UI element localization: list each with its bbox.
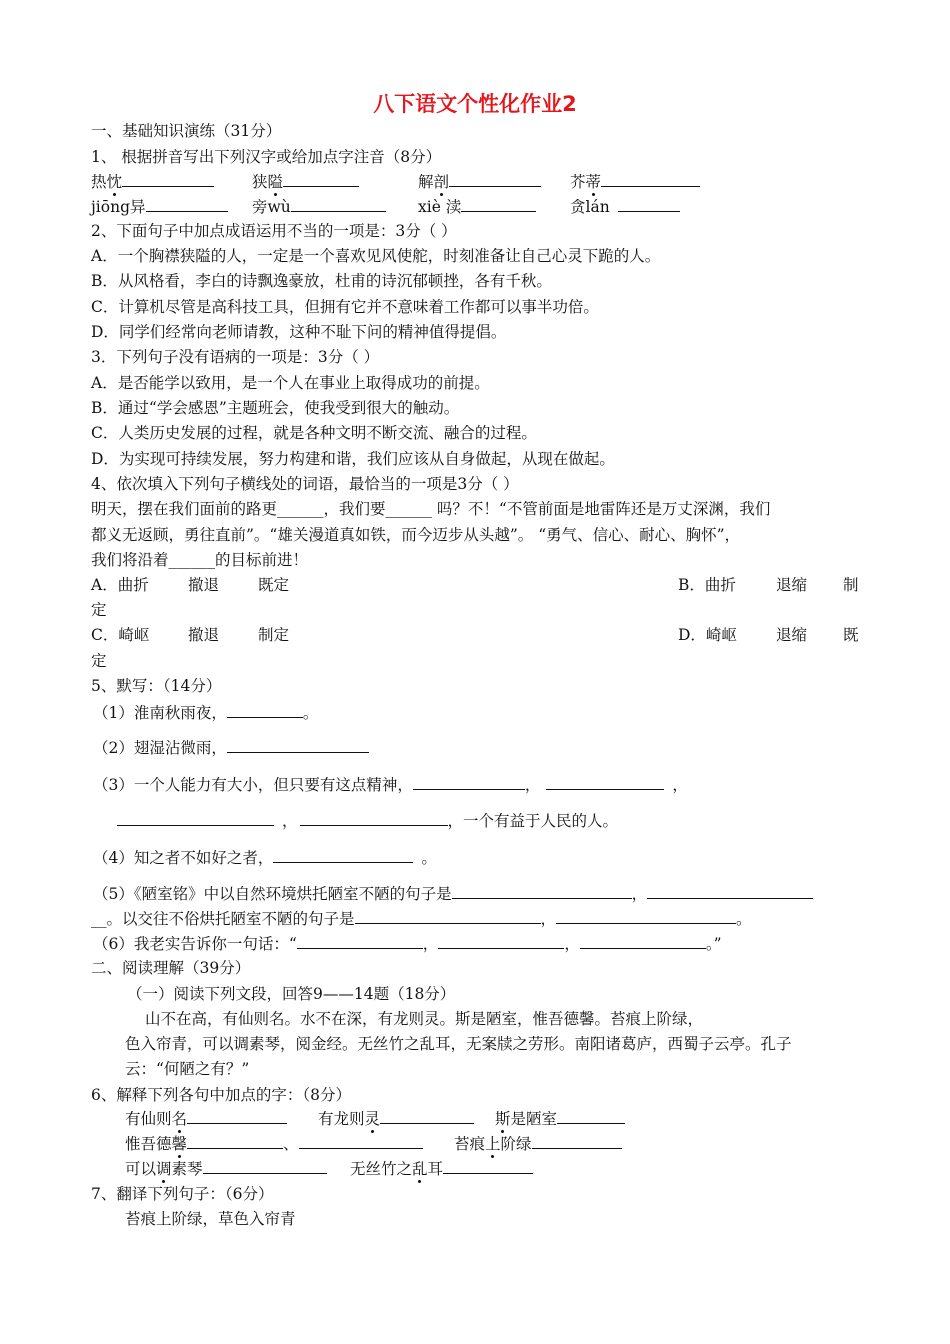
q2-option-d: D．同学们经常向老师请教，这种不耻下问的精神值得提倡。 bbox=[91, 323, 507, 341]
q5-item-3-line-2: ， ，一个有益于人民的人。 bbox=[117, 809, 618, 832]
answer-blank[interactable] bbox=[557, 1107, 625, 1124]
q4-option-b-word-3-start: 制 bbox=[843, 576, 859, 594]
dotted-char: 乱 bbox=[412, 1160, 428, 1178]
q5-item-3-line-1: （3）一个人能力有大小，但只要有这点精神， ， ， bbox=[93, 773, 688, 796]
q4-option-b-word-2: 退缩 bbox=[776, 576, 808, 594]
q4-option-d-label: D．崎岖 bbox=[678, 626, 737, 644]
answer-blank[interactable] bbox=[355, 907, 541, 924]
answer-blank[interactable] bbox=[297, 932, 423, 949]
q1-item-3: 解剖 bbox=[418, 170, 541, 193]
answer-blank[interactable] bbox=[532, 1132, 622, 1149]
page-title: 八下语文个性化作业2 bbox=[373, 92, 577, 116]
answer-blank[interactable] bbox=[380, 1107, 474, 1124]
q3-option-b: B．通过“学会感恩”主题班会，使我受到很大的触动。 bbox=[91, 399, 460, 417]
q6-item-5: 苔痕上阶绿 bbox=[454, 1132, 622, 1155]
answer-blank[interactable] bbox=[452, 882, 632, 899]
dotted-char: 隘 bbox=[267, 173, 284, 191]
dotted-char: 斯 bbox=[495, 1110, 511, 1128]
answer-blank[interactable] bbox=[203, 1157, 327, 1174]
q5-item-1: （1）淮南秋雨夜， 。 bbox=[93, 701, 318, 724]
answer-blank[interactable] bbox=[601, 170, 700, 187]
dotted-char: 蒂 bbox=[585, 173, 602, 191]
q5-item-2: （2）翅湿沾微雨， bbox=[93, 736, 369, 759]
q4-passage-line-2: 都义无返顾，勇往直前”。“雄关漫道真如铁，而今迈步从头越”。 “勇气、信心、耐心、胸怀”， bbox=[91, 526, 741, 544]
q2-stem: 2、下面句子中加点成语运用不当的一项是：3分（ ） bbox=[91, 222, 457, 240]
q6-item-1: 有仙则名 bbox=[125, 1107, 287, 1130]
q5-item-6: （6）我老实告诉你一句话：“ ， ， 。” bbox=[93, 932, 722, 955]
q3-option-a: A．是否能学以致用，是一个人在事业上取得成功的前提。 bbox=[91, 374, 490, 392]
q1-stem: 1、 根据拼音写出下列汉字或给加点字注音（8分） bbox=[91, 148, 442, 166]
reading-passage-line-2: 色入帘青，可以调素琴，阅金经。无丝竹之乱耳，无案牍之劳形。南阳诸葛庐，西蜀子云亭。孔子 bbox=[125, 1035, 792, 1053]
q4-option-d-word-3-start: 既 bbox=[843, 626, 859, 644]
q4-passage-line-3: 我们将沿着______的目标前进！ bbox=[91, 551, 309, 569]
answer-blank[interactable] bbox=[117, 809, 274, 826]
dotted-char: 剖 bbox=[433, 173, 450, 191]
q3-option-d: D．为实现可持续发展，努力构建和谐，我们应该从自身做起，从现在做起。 bbox=[91, 450, 615, 468]
reading-sub-heading: （一）阅读下列文段，回答9——14题（18分） bbox=[127, 985, 456, 1003]
answer-blank[interactable] bbox=[122, 170, 214, 187]
q5-item-5-line-2: __。以交往不俗烘托陋室不陋的句子是 ， 。 bbox=[91, 907, 752, 930]
q6-item-4: 惟吾德馨 、 bbox=[125, 1132, 423, 1155]
q1-item-8: 贪lán bbox=[570, 195, 680, 218]
answer-blank[interactable] bbox=[300, 809, 448, 826]
q2-option-b: B．从风格看，李白的诗飘逸豪放，杜甫的诗沉郁顿挫，各有千秋。 bbox=[91, 272, 552, 290]
reading-passage-line-3: 云：“何陋之有？” bbox=[125, 1060, 250, 1078]
answer-blank[interactable] bbox=[187, 1132, 283, 1149]
q1-item-1: 热忱 bbox=[91, 170, 214, 193]
q2-option-c: C．计算机尽管是高科技工具，但拥有它并不意味着工作都可以事半功倍。 bbox=[91, 298, 599, 316]
q4-passage-line-1: 明天，摆在我们面前的路更______，我们要______ 吗？不！“不管前面是地雷阵还是万丈深渊，我们 bbox=[91, 500, 771, 518]
q7-sentence-1: 苔痕上阶绿，草色入帘青 bbox=[125, 1210, 296, 1228]
q5-item-5-line-1: （5）《陋室铭》中以自然环境烘托陋室不陋的句子是 ， bbox=[93, 882, 813, 905]
q3-option-c: C．人类历史发展的过程，就是各种文明不断交流、融合的过程。 bbox=[91, 424, 537, 442]
section-1-heading: 一、基础知识演练（31分） bbox=[91, 122, 282, 140]
answer-blank[interactable] bbox=[647, 882, 813, 899]
q6-item-3: 斯是陋室 bbox=[495, 1107, 625, 1130]
answer-blank[interactable] bbox=[580, 932, 706, 949]
dotted-char: 调 bbox=[156, 1160, 172, 1178]
q1-item-2: 狭隘 bbox=[252, 170, 359, 193]
answer-blank[interactable] bbox=[283, 170, 359, 187]
q6-item-2: 有龙则灵 bbox=[318, 1107, 474, 1130]
answer-blank[interactable] bbox=[227, 701, 303, 718]
dotted-char: 忱 bbox=[106, 173, 123, 191]
q1-item-4: 芥蒂 bbox=[570, 170, 700, 193]
dotted-char: 名 bbox=[171, 1110, 188, 1128]
q4-option-d-word-3-end: 定 bbox=[91, 652, 107, 670]
q3-stem: 3．下列句子没有语病的一项是：3分（ ） bbox=[91, 348, 380, 366]
q1-item-6: 旁wù bbox=[252, 195, 386, 218]
q4-option-b-label: B．曲折 bbox=[678, 576, 736, 594]
answer-blank[interactable] bbox=[299, 1132, 423, 1149]
q4-option-c-word-3: 制定 bbox=[258, 626, 290, 644]
answer-blank[interactable] bbox=[227, 736, 369, 753]
reading-passage-line-1: 山不在高，有仙则名。水不在深，有龙则灵。斯是陋室，惟吾德馨。苔痕上阶绿， bbox=[145, 1010, 704, 1028]
answer-blank[interactable] bbox=[438, 932, 564, 949]
answer-blank[interactable] bbox=[461, 195, 536, 212]
answer-blank[interactable] bbox=[273, 846, 413, 863]
dotted-char: 馨 bbox=[171, 1135, 188, 1153]
section-2-heading: 二、阅读理解（39分） bbox=[91, 959, 251, 977]
q5-item-4: （4）知之者不如好之者， 。 bbox=[93, 846, 437, 869]
q4-option-d-word-2: 退缩 bbox=[776, 626, 808, 644]
q1-item-7: xiè 渎 bbox=[418, 195, 536, 218]
q6-item-7: 无丝竹之乱耳 bbox=[350, 1157, 533, 1180]
answer-blank[interactable] bbox=[546, 773, 664, 790]
q6-stem: 6、解释下列各句中加点的字：（8分） bbox=[91, 1086, 351, 1104]
q1-item-5: jiōng异 bbox=[91, 195, 228, 218]
q4-stem: 4、依次填入下列句子横线处的词语，最恰当的一项是3分（ ） bbox=[91, 475, 519, 493]
q4-option-c-word-2: 撤退 bbox=[188, 626, 220, 644]
q4-option-c-label: C．崎岖 bbox=[91, 626, 150, 644]
dotted-char: 灵 bbox=[364, 1110, 381, 1128]
answer-blank[interactable] bbox=[291, 195, 386, 212]
q5-stem: 5、默写：（14分） bbox=[91, 677, 222, 695]
q4-option-a-label: A．曲折 bbox=[91, 576, 149, 594]
q6-item-6: 可以调素琴 bbox=[125, 1157, 327, 1180]
q4-option-a-word-2: 撤退 bbox=[188, 576, 220, 594]
answer-blank[interactable] bbox=[449, 170, 541, 187]
answer-blank[interactable] bbox=[618, 195, 680, 212]
answer-blank[interactable] bbox=[413, 773, 525, 790]
answer-blank[interactable] bbox=[443, 1157, 533, 1174]
q4-option-a-word-3: 既定 bbox=[258, 576, 290, 594]
answer-blank[interactable] bbox=[556, 907, 736, 924]
answer-blank[interactable] bbox=[146, 195, 228, 212]
answer-blank[interactable] bbox=[187, 1107, 287, 1124]
q2-option-a: A．一个胸襟狭隘的人，一定是一个喜欢见风使舵，时刻准备让自己心灵下跪的人。 bbox=[91, 247, 661, 265]
dotted-char: 上 bbox=[485, 1135, 501, 1153]
q4-option-b-word-3-end: 定 bbox=[91, 601, 107, 619]
q7-stem: 7、翻译下列句子：（6分） bbox=[91, 1185, 274, 1203]
